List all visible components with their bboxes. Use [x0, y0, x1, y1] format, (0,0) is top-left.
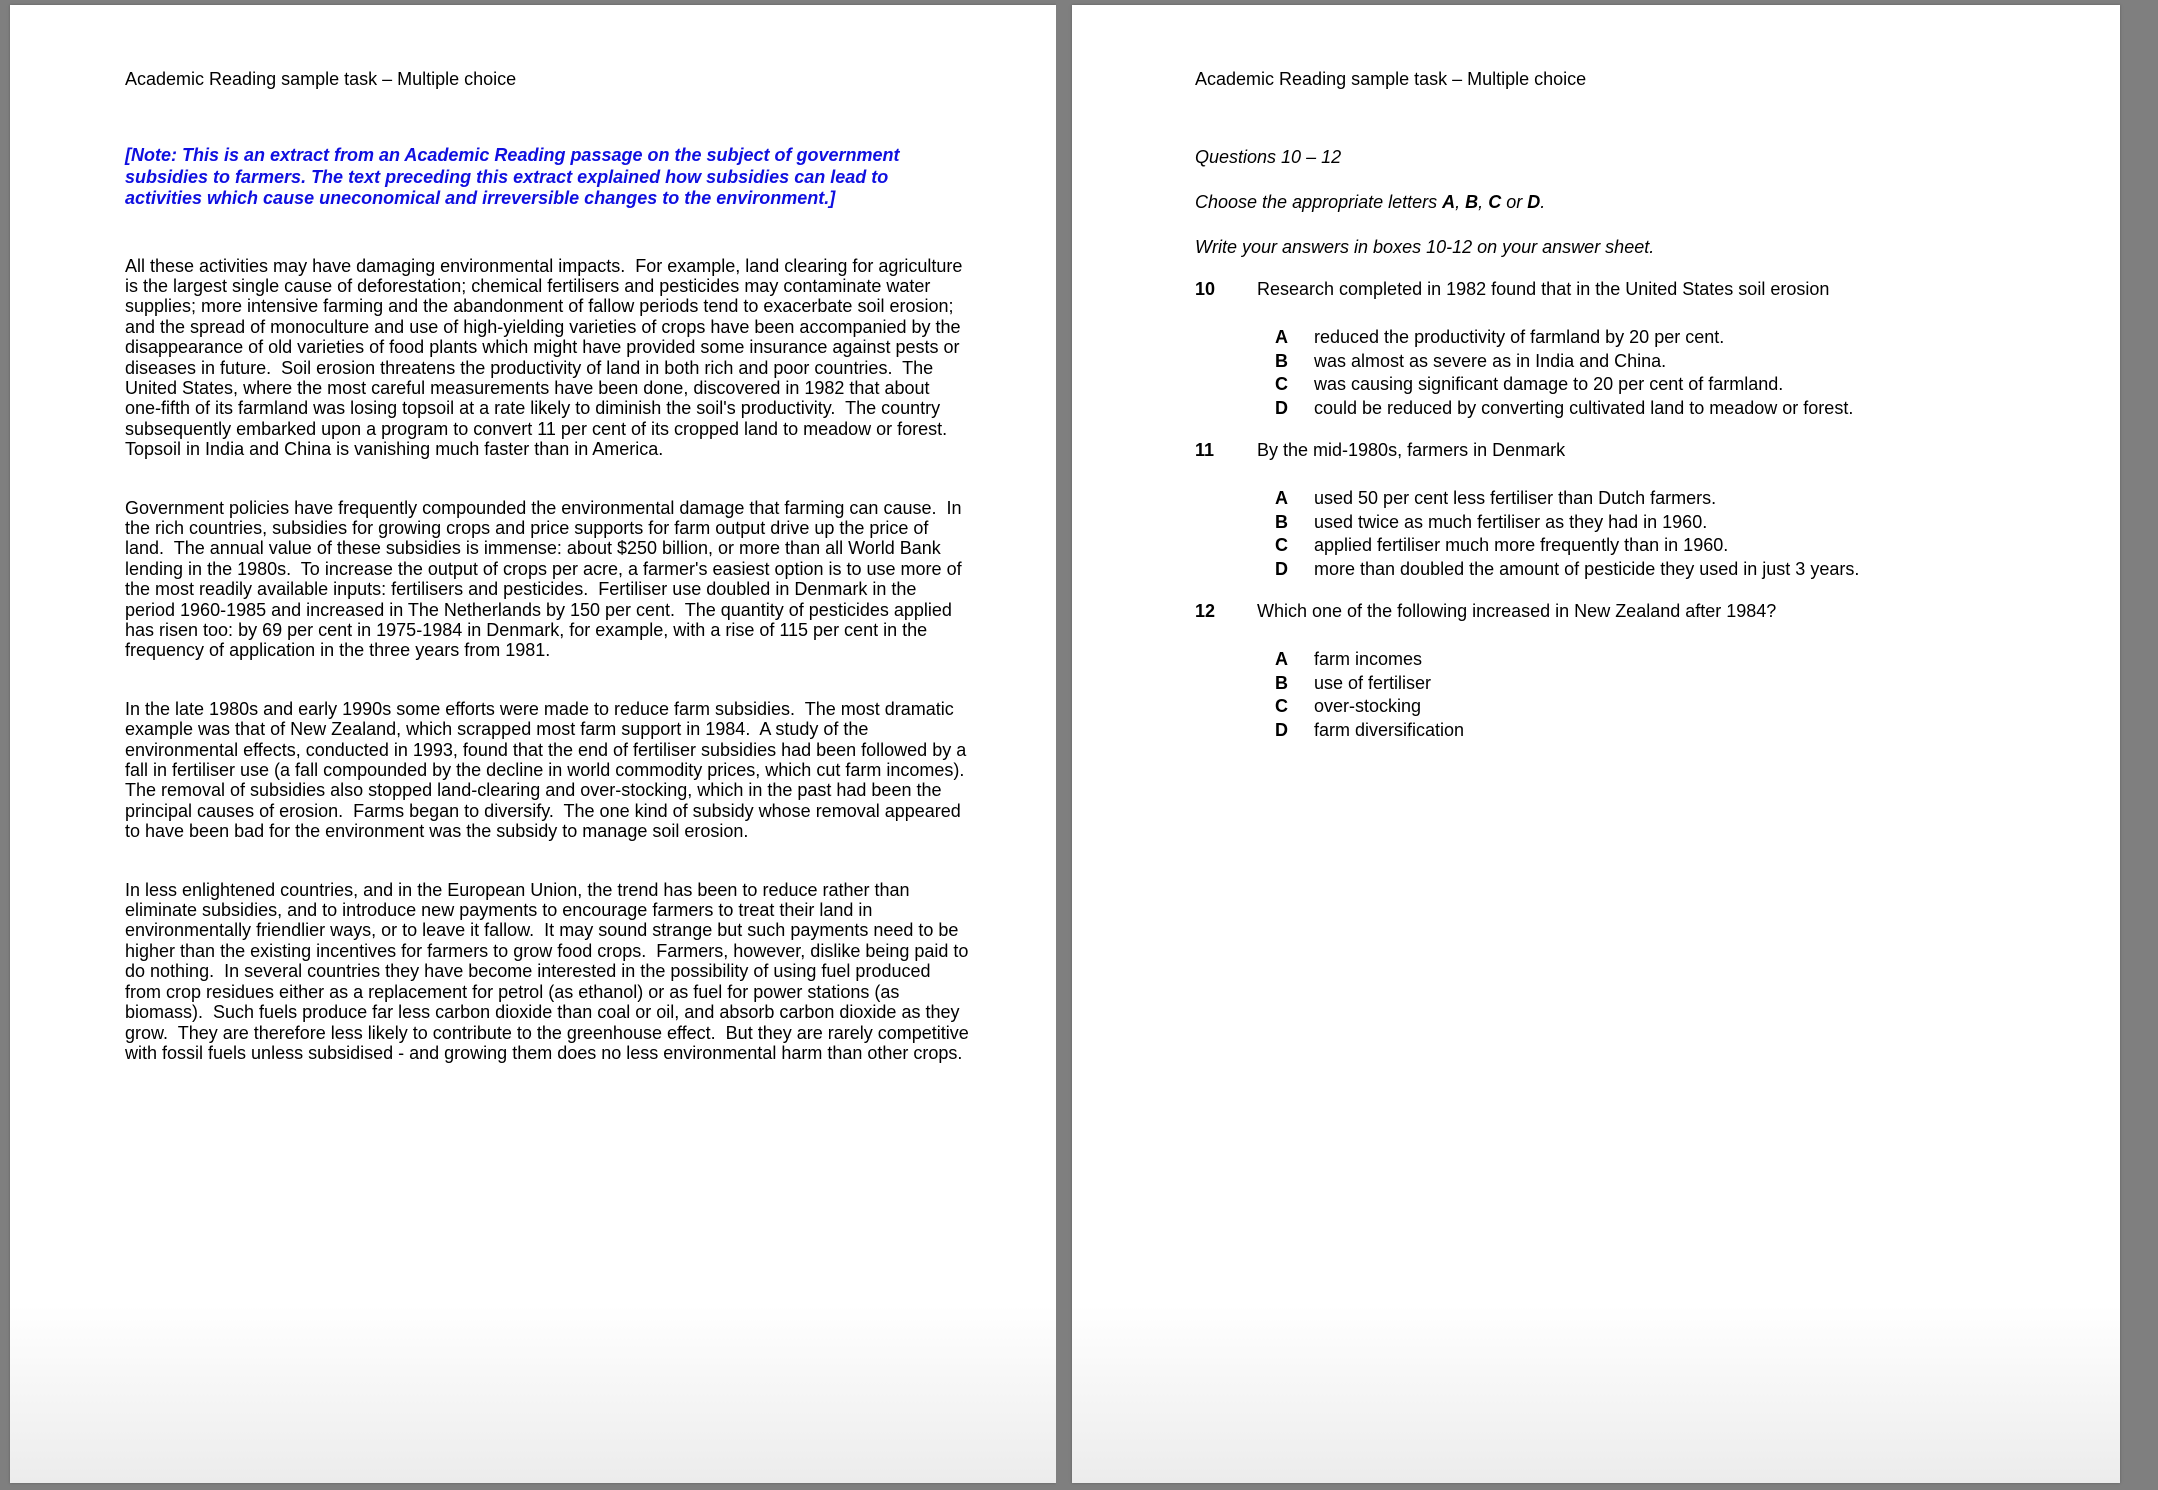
page-right	[1072, 5, 2120, 1483]
option-letter: A	[1275, 327, 1288, 348]
option-text: over-stocking	[1314, 696, 1422, 717]
question-block	[1195, 440, 2080, 581]
question-options	[1275, 326, 2080, 420]
option-row	[1275, 672, 2080, 695]
passage-note: [Note: This is an extract from an Academic Reading passage on the subject of government subsidies to farmers. The text preceding this extract explained how subsidies can lead to activities which cause uneconomical and irreversible changes to the environment.]	[125, 145, 905, 208]
passage-paragraph: In less enlightened countries, and in the European Union, the trend has been to reduce rather than eliminate subsidies, and to introduce new payments to encourage farmers to treat their land in environmentally friendlier ways, or to leave it fallow. It may sound strange but such payments need to be higher than the existing incentives for farmers to grow food crops. Farmers, however, dislike being paid to do nothing. In several countries they have become interested in the possibility of using fuel produced from crop residues either as a replacement for petrol (as ethanol) or as fuel for power stations (as biomass). Such fuels produce far less carbon dioxide than coal or oil, and absorb carbon dioxide as they grow. They are therefore less likely to contribute to the greenhouse effect. But they are rarely competitive with fossil fuels unless subsidised - and growing them does no less environmental harm than other crops.	[125, 879, 974, 1063]
option-letter: B	[1275, 511, 1288, 532]
option-letter: A	[1275, 488, 1288, 509]
choose-text: ,	[1478, 192, 1489, 212]
passage-paragraph: Government policies have frequently compounded the environmental damage that farming can cause. In the rich countries, subsidies for growing crops and price supports for farm output drive up the price of land. The annual value of these subsidies is immense: about $250 billion, or more than all World Bank lending in the 1980s. To increase the output of crops per acre, a farmer's easiest option is to use more of the most readily available inputs: fertilisers and pesticides. Fertiliser use doubled in Denmark in the period 1960-1985 and increased in The Netherlands by 150 per cent. The quantity of pesticides applied has risen too: by 69 per cent in 1975-1984 in Denmark, for example, with a rise of 115 per cent in the frequency of application in the three years from 1981.	[125, 497, 967, 661]
question-options	[1275, 487, 2080, 581]
option-text: used 50 per cent less fertiliser than Dutch farmers.	[1314, 488, 1717, 509]
passage-paragraph: All these activities may have damaging environmental impacts. For example, land clearing for agriculture is the largest single cause of deforestation; chemical fertilisers and pesticides may contaminate water supplies; more intensive farming and the abandonment of fallow periods tend to exacerbate soil erosion; and the spread of monoculture and use of high-yielding varieties of crops have been accompanied by the disappearance of old varieties of food plants which might have provided some insurance against pests or diseases in future. Soil erosion threatens the productivity of land in both rich and poor countries. The United States, where the most careful measurements have been done, discovered in 1982 that about one-fifth of its farmland was losing topsoil at a rate likely to diminish the soil's productivity. The country subsequently embarked upon a program to convert 11 per cent of its cropped land to meadow or forest. Topsoil in India and China is vanishing much faster than in America.	[125, 255, 968, 460]
option-letter: C	[1275, 535, 1288, 556]
question-block	[1195, 279, 2080, 420]
option-letter: B	[1275, 350, 1288, 371]
option-text: reduced the productivity of farmland by 20 per cent.	[1314, 327, 1725, 348]
option-letter: B	[1275, 672, 1288, 693]
option-row	[1275, 558, 2080, 581]
option-row	[1275, 487, 2080, 510]
option-text: farm diversification	[1314, 719, 1465, 740]
option-row	[1275, 326, 2080, 349]
question-block	[1195, 601, 2080, 742]
passage-paragraph: In the late 1980s and early 1990s some efforts were made to reduce farm subsidies. The most dramatic example was that of New Zealand, which scrapped most farm support in 1984. A study of the environmental effects, conducted in 1993, found that the end of fertiliser subsidies had been followed by a fall in fertiliser use (a fall compounded by the decline in world commodity prices, which cut farm incomes). The removal of subsidies also stopped land-clearing and over-stocking, which in the past had been the principal causes of erosion. Farms began to diversify. The one kind of subsidy whose removal appeared to have been bad for the environment was the subsidy to manage soil erosion.	[125, 698, 975, 842]
option-row	[1275, 511, 2080, 534]
question-text: By the mid-1980s, farmers in Denmark	[1257, 440, 1566, 461]
questions-list	[1195, 279, 2080, 742]
page-left	[10, 5, 1056, 1483]
option-row	[1275, 719, 2080, 742]
option-letter: C	[1275, 374, 1288, 395]
choose-letter: D	[1527, 192, 1541, 212]
write-instruction: Write your answers in boxes 10-12 on your answer sheet.	[1195, 237, 1655, 257]
option-text: use of fertiliser	[1314, 672, 1432, 693]
option-letter: D	[1275, 558, 1288, 579]
option-row	[1275, 350, 2080, 373]
question-text: Research completed in 1982 found that in the United States soil erosion	[1257, 279, 1830, 299]
page-divider	[1056, 0, 1072, 1490]
option-text: used twice as much fertiliser as they had in 1960.	[1314, 511, 1708, 532]
page-title: Academic Reading sample task – Multiple choice	[125, 69, 517, 89]
choose-text: Choose the appropriate letters	[1195, 192, 1443, 212]
option-text: was almost as severe as in India and China.	[1314, 350, 1667, 371]
choose-letter: C	[1488, 192, 1502, 212]
option-row	[1275, 695, 2080, 718]
choose-text: .	[1540, 192, 1546, 212]
option-row	[1275, 373, 2080, 396]
choose-text: ,	[1455, 192, 1466, 212]
option-text: more than doubled the amount of pesticide they used in just 3 years.	[1314, 558, 1860, 579]
question-number: 11	[1195, 440, 1215, 461]
questions-range-title: Questions 10 – 12	[1195, 147, 1342, 167]
choose-text: or	[1501, 192, 1528, 212]
option-row	[1275, 534, 2080, 557]
question-number: 10	[1195, 279, 1216, 299]
page-title: Academic Reading sample task – Multiple choice	[1195, 69, 1587, 89]
option-letter: D	[1275, 397, 1288, 418]
option-row	[1275, 397, 2080, 420]
option-text: was causing significant damage to 20 per cent of farmland.	[1314, 374, 1784, 395]
choose-letter: B	[1465, 192, 1479, 212]
option-letter: D	[1275, 719, 1288, 740]
option-letter: A	[1275, 649, 1288, 670]
option-row	[1275, 648, 2080, 671]
option-letter: C	[1275, 696, 1288, 717]
option-text: could be reduced by converting cultivated land to meadow or forest.	[1314, 397, 1854, 418]
question-options	[1275, 648, 2080, 742]
choose-letter: A	[1442, 192, 1456, 212]
choose-instruction	[1195, 192, 2080, 212]
question-number: 12	[1195, 601, 1216, 622]
option-text: applied fertiliser much more frequently than in 1960.	[1314, 535, 1729, 556]
question-text: Which one of the following increased in New Zealand after 1984?	[1257, 601, 1777, 622]
option-text: farm incomes	[1314, 649, 1423, 670]
